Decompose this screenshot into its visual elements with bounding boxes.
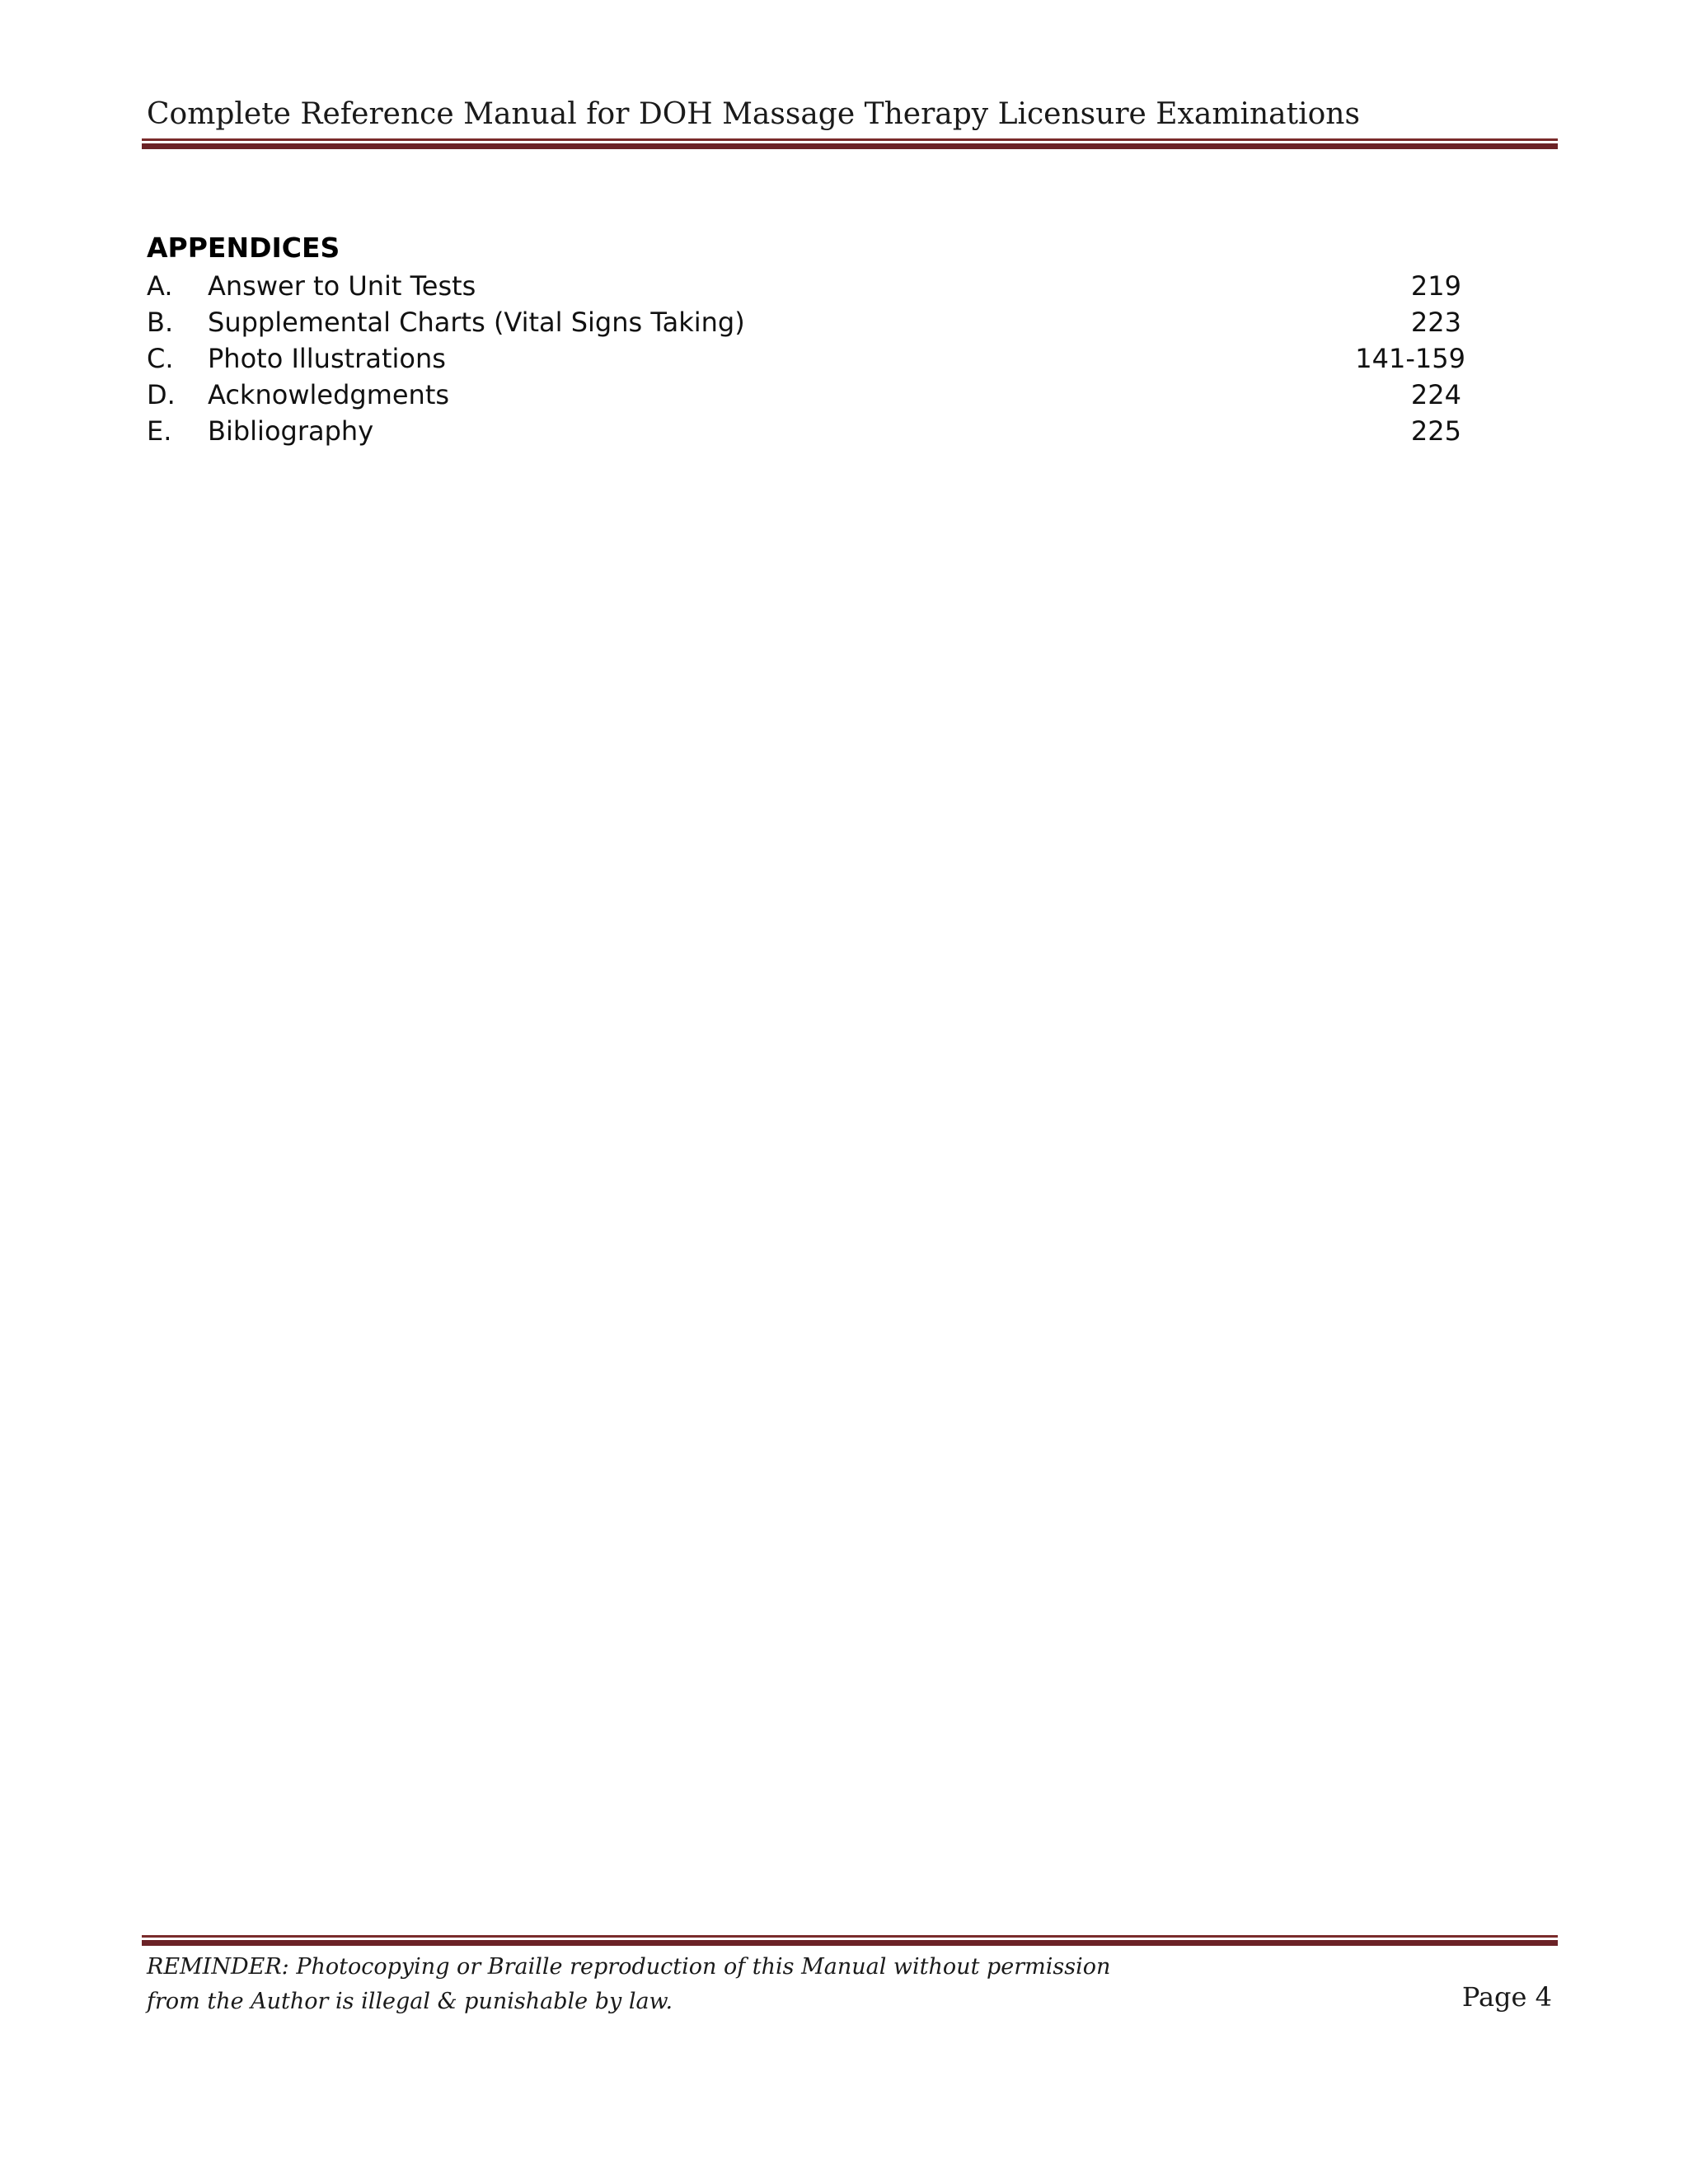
footer-reminder-line1: REMINDER: Photocopying or Braille reproduction of this Manual without permission [147, 1954, 1111, 1980]
toc-entry-letter: B. [147, 307, 174, 338]
toc-entry-a [147, 268, 1465, 304]
toc-entry-letter: C. [147, 343, 174, 374]
toc-entry-c [147, 340, 1465, 377]
toc-entry-b [147, 304, 1465, 340]
toc-entry-letter: E. [147, 415, 172, 447]
toc-entry-page: 223 [1410, 307, 1461, 338]
toc-entry-letter: D. [147, 379, 176, 410]
toc-entry-label: Photo Illustrations [208, 343, 446, 374]
toc-entry-label: Acknowledgments [208, 379, 450, 410]
footer-reminder [147, 1950, 1110, 2019]
header-title: Complete Reference Manual for DOH Massage Therapy Licensure Examinations [147, 97, 1360, 131]
toc-entry-page: 225 [1410, 415, 1461, 447]
toc-entry-page: 141-159 [1355, 343, 1465, 374]
page-number: Page 4 [1461, 1981, 1552, 2013]
appendices-heading: APPENDICES [147, 232, 340, 264]
toc-entry-label: Supplemental Charts (Vital Signs Taking) [208, 307, 745, 338]
toc-entry-label: Answer to Unit Tests [208, 270, 476, 302]
toc-entry-label: Bibliography [208, 415, 374, 447]
toc-entry-d [147, 377, 1465, 413]
toc-entry-page: 224 [1410, 379, 1461, 410]
toc-entry-e [147, 413, 1465, 449]
footer-rule [142, 1935, 1558, 1946]
toc-entry-letter: A. [147, 270, 173, 302]
header-rule [142, 138, 1558, 149]
appendices-list [147, 268, 1465, 449]
toc-entry-page: 219 [1410, 270, 1461, 302]
footer-reminder-line2: from the Author is illegal & punishable by law. [147, 1989, 673, 2014]
